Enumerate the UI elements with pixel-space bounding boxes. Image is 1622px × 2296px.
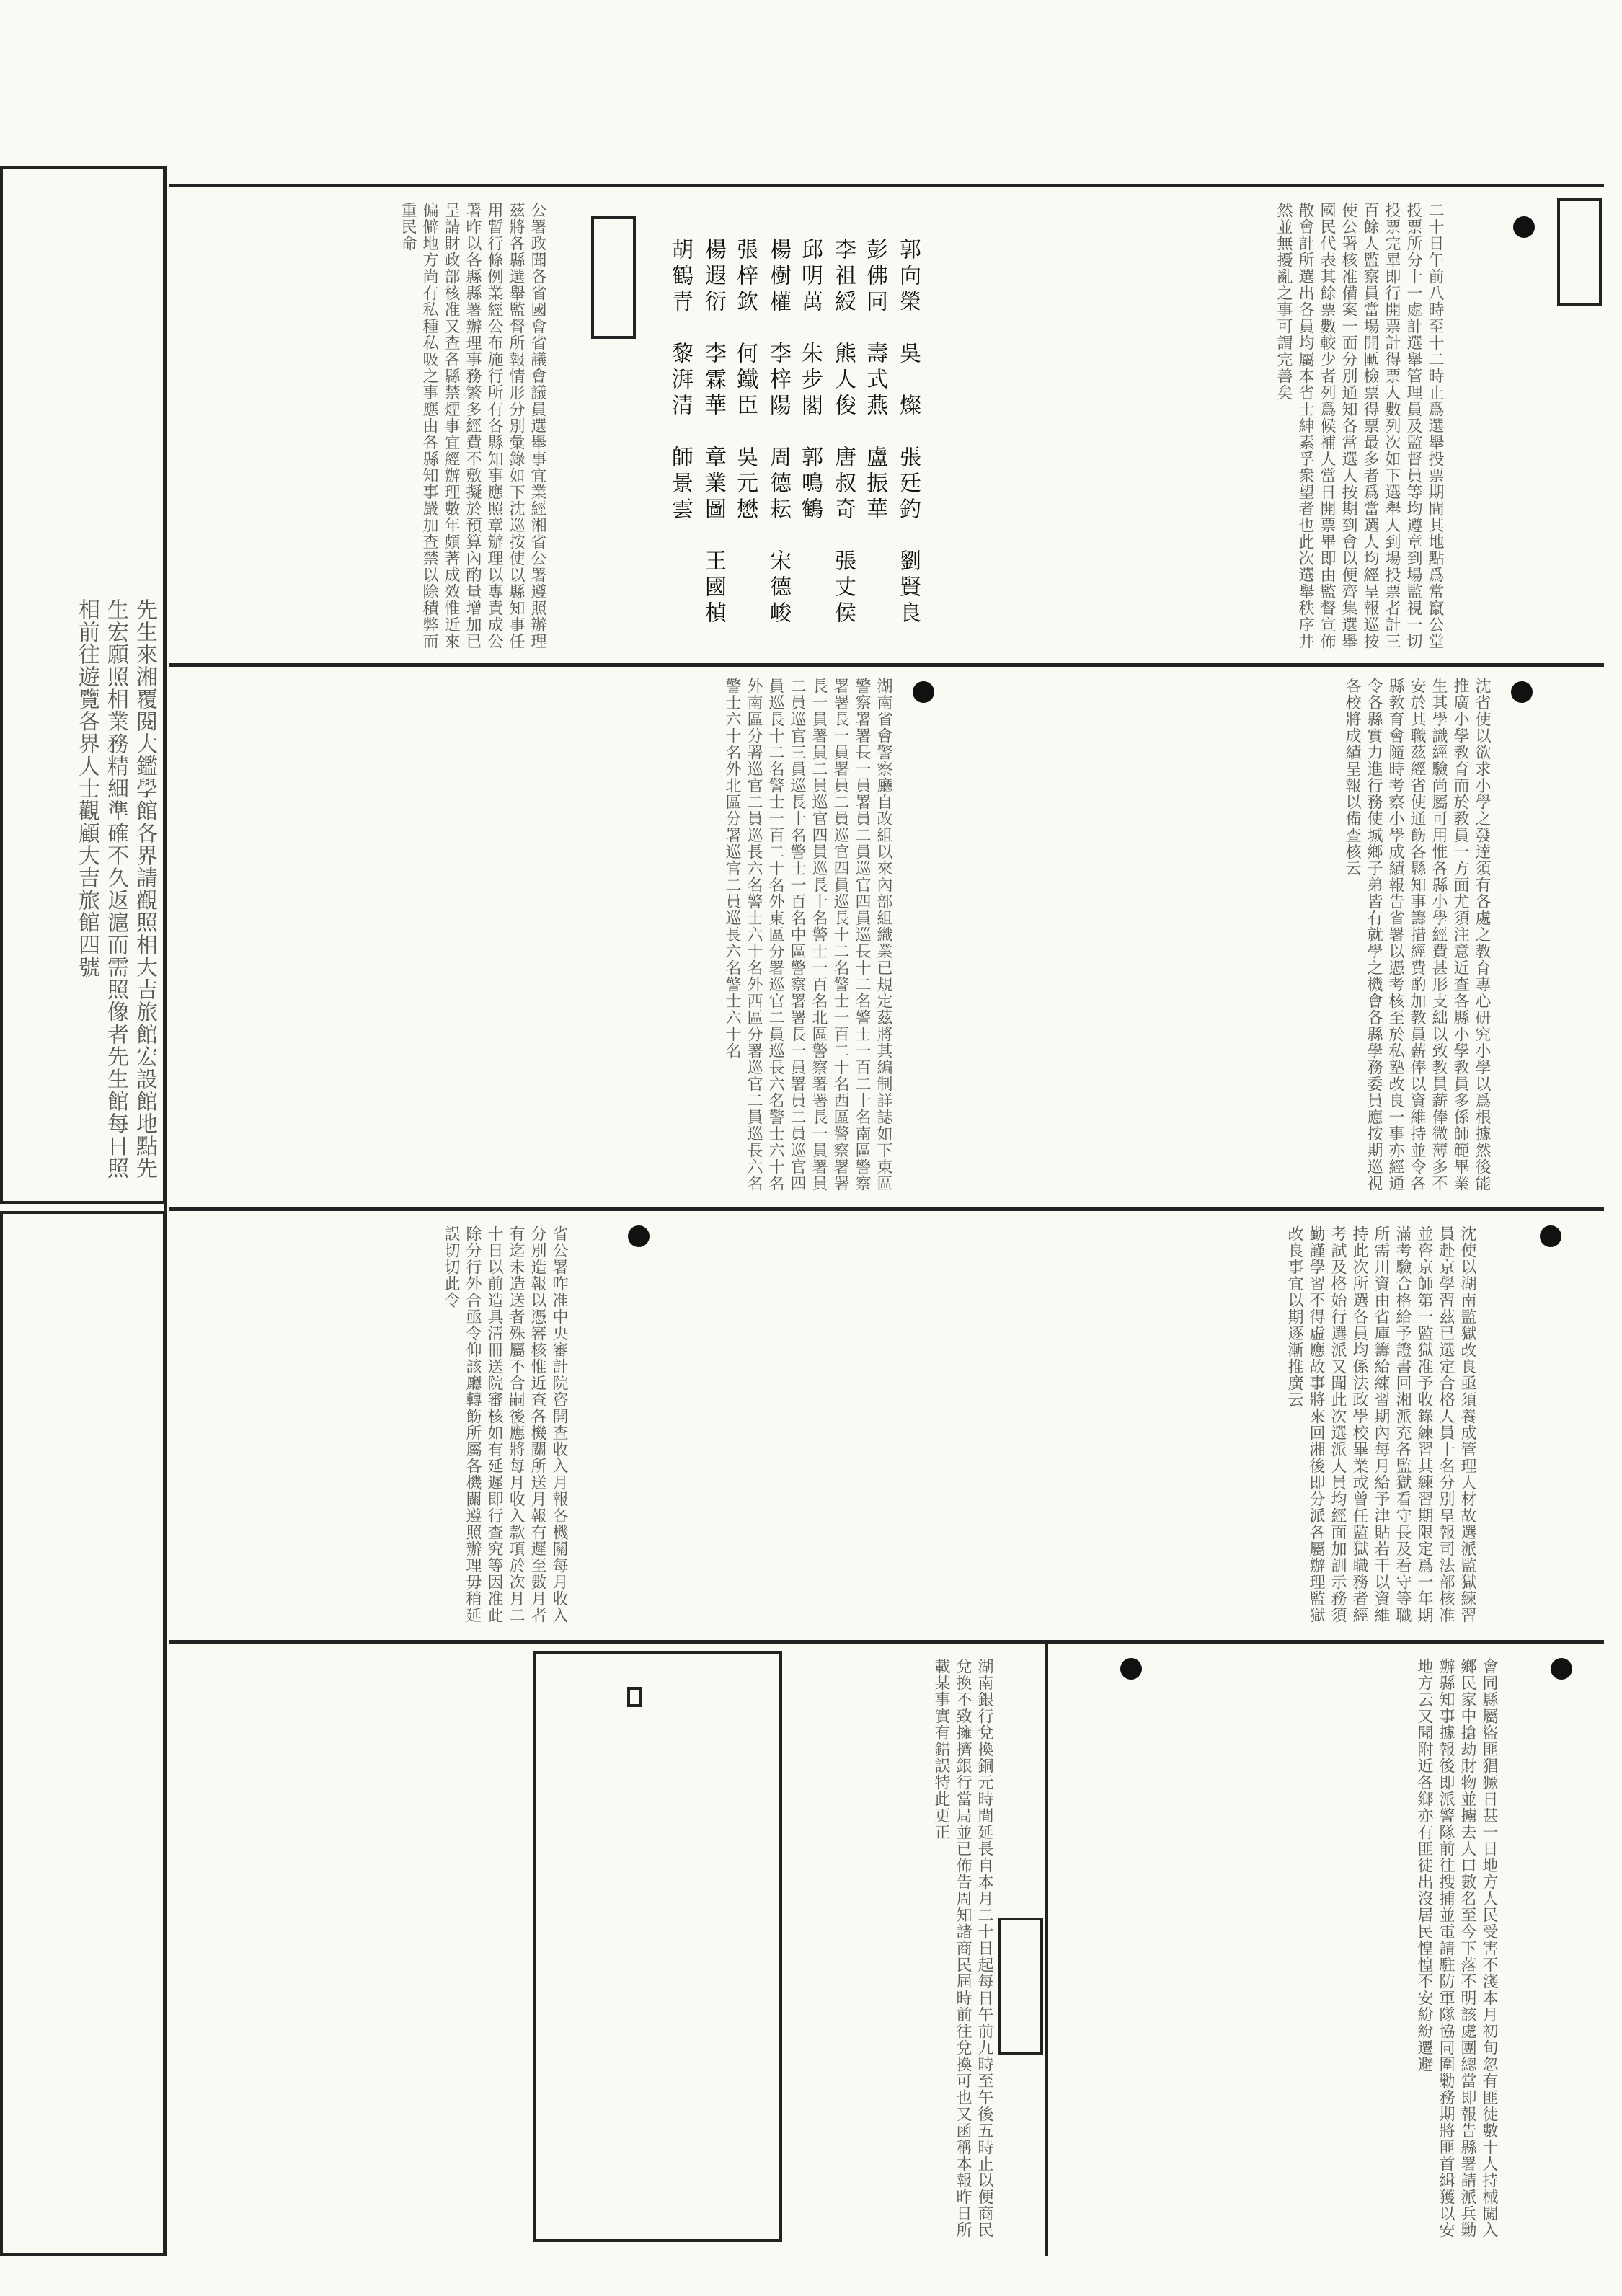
copper-column-rule: [1045, 1644, 1048, 2256]
section-rule-2: [169, 1207, 1604, 1211]
commentary-box: [533, 1651, 782, 2242]
budget-text: 省公署咋准中央審計院咨開查收入月報各機關每月收入分別造報以憑審核惟近查各機關所送月報有遲至數月者有迄未造送者殊屬不合嗣後應將每月收入款項於次月二十日以前造具清冊送院審核如有延遲即行查究等因准此除分行外合亟令仰該廳轉飭所屬各機關遵照辦理毋稍延誤切切此令: [442, 1225, 568, 1623]
section-rule-3: [169, 1640, 1604, 1644]
candidate-names-3: 楊樹權 李梓陽 周德耘 宋德峻 張梓欽 何鐵臣 吳元懋: [732, 238, 791, 653]
top-ad-text-lower: 先生來湘覆閱大鑑學館各界請觀照相大吉旅館宏設館地點先生宏願照相業務精細準確不久返滬而需照像者先生館每日照相前往遊覽各界人士觀顧大吉旅館四號: [74, 598, 157, 1179]
hunan-police-headline: [901, 681, 946, 709]
bandits-headline: [1543, 1658, 1580, 1685]
elections-text: 二十日午前八時至十二時止爲選舉投票期間其地點爲常竄公堂投票所分十一處計選舉管理員及監督員等均遵章到場監視一切投票完畢即行開票計得票人數列次如下選舉人到場投票者計三百餘人監察員當場開匭檢票得票最多者爲當選人均經呈報巡按使公署核准備案一面分別通知各當選人按期到會以便齊集選舉國民代表其餘票數較少者列爲候補人當日開票畢即由監督宣佈散會計所選出各員均屬本省士紳素孚衆望者也此次選舉秩序井然並無擾亂之事可謂完善矣: [1275, 202, 1444, 650]
masthead-rule: [169, 184, 1604, 187]
prison-text: 沈使以湖南監獄改良亟須養成管理人材故選派監獄練習員赴京學習茲已選定合格人員十名分別呈報司法部核准並咨京師第一監獄准予收錄練習其練習期限定爲一年期滿考驗合格給予證書回湘派充各監獄看守長及看守等職所需川資由省庫籌給練習期內每月給予津貼若干以資維持此次所選各員均係法政學校畢業或曾任監獄職務者經考試及格始行選派又聞此次選派人員均經面加訓示務須勤謹學習不得虛應故事將來回湘後即分派各屬辦理監獄改良事宜以期逐漸推廣云: [1285, 1225, 1476, 1623]
police-admin-text: 公署政聞各省國會省議會議員選舉事宜業經湘省公署遵照辦理茲將各縣選舉監督所報情形分別彙錄如下沈巡按使以縣知事任用暫行條例業經公布施行所有各縣知事應照章辦理以專責成公署昨以各縣縣署辦理事務繁多經費不敷擬於預算內酌量增加已呈請財政部核准又查各縣禁煙事宜經辦理數年頗著成效惟近來偏僻地方尚有私種私吸之事應由各縣知事嚴加查禁以除積弊而重民命: [399, 202, 546, 650]
candidate-names-2: 李祖綬 熊人俊 唐叔奇 張丈侯 邱明萬 朱步閣 郭鳴鶴: [797, 238, 856, 653]
budget-headline: [616, 1225, 661, 1253]
prison-headline: [1528, 1225, 1573, 1253]
copper-text: 湖南銀行兌換銅元時間延長自本月二十日起每日午前九時至午後五時止以便商民兌換不致擁擠銀行當局並已佈告周知諸商民屆時前往兌換可也又函稱本報昨日所載某事實有錯誤特此更正: [932, 1658, 993, 2238]
headline-bullet-icon-7: [1120, 1658, 1142, 1680]
headline-bullet-icon-4: [1540, 1225, 1561, 1247]
headline-bullet-icon-2: [1511, 681, 1533, 703]
bandits-text: 會同縣屬盜匪猖獗日甚一日地方人民受害不淺本月初旬忽有匪徒數十人持械闖入鄉民家中搶劫財物並擄去人口數名至今下落不明該處團總當即報告縣署請派兵勦辦縣知事據報後即派警隊前往搜捕並電請駐防軍隊協同圍勦務期將匪首緝獲以安地方云又聞附近各鄉亦有匪徒出沒居民惶惶不安紛紛遷避: [1415, 1658, 1498, 2238]
copper-headline: [1114, 1658, 1148, 1685]
masthead: [169, 123, 1604, 180]
hunan-police-text: 湖南省會警察廳自改組以來內部組織業已規定茲將其編制詳誌如下東區警察署署長一員署員二員巡官四員巡長十二名警士一百二十名南區警察署署長一員署員二員巡官四員巡長十二名警士一百二十名西區警察署署長一員署員二員巡官四員巡長十名警士一百名北區警察署署長一員署員二員巡官三員巡長十名警士一百名中區警察署署長一員署員二員巡官四員巡長十二名警士一百二十名外東區分署巡官二員巡長六名警士六十名外南區分署巡官二員巡長六名警士六十名外西區分署巡官二員巡長六名警士六十名外北區分署巡官二員巡長六名警士六十名: [723, 678, 892, 1192]
headline-bullet-icon-3: [913, 681, 934, 703]
commentary-body: [173, 1658, 483, 2249]
headline-bullet-icon: [1513, 216, 1535, 238]
candidate-names-4: 楊遐衍 李霖華 章業圖 王國楨 胡鶴青 黎湃清 師景雲: [668, 238, 726, 653]
police-admin-tag-box: [591, 216, 636, 339]
elections-headline: [1499, 216, 1548, 244]
candidate-names-1: 郭向榮 吳 燦 張廷釣 劉賢良 彭佛同 壽式燕 盧振華: [862, 238, 921, 653]
headline-bullet-icon-6: [1551, 1658, 1572, 1680]
shen-text: 沈省使以欲求小學之發達須有各處之教育專心研究小學以爲根據然後能推廣小學教育而於教員一方面尤須注意近查各縣小學教員多係師範畢業生其學識經驗尚屬可用惟各縣小學經費甚形支絀以致教員薪俸微薄多不安於其職茲經省使通飭各縣知事籌措經費酌加教員薪俸以資維持並令各縣教育會隨時考察小學成績報告省署以憑考核至於私塾改良一事亦經通令各縣實力進行務使城鄉子弟皆有就學之機會各縣學務委員應按期巡視各校將成績呈報以備查核云: [1343, 678, 1491, 1192]
shen-headline: [1499, 681, 1544, 709]
headline-bullet-icon-5: [628, 1225, 650, 1247]
local-news-tag-box: [1557, 198, 1602, 306]
correspondence-tag-box: [998, 1918, 1043, 2055]
commentary-title: [627, 1687, 642, 1707]
section-rule-1: [169, 663, 1604, 667]
bottom-ad-box: [0, 1211, 166, 2256]
